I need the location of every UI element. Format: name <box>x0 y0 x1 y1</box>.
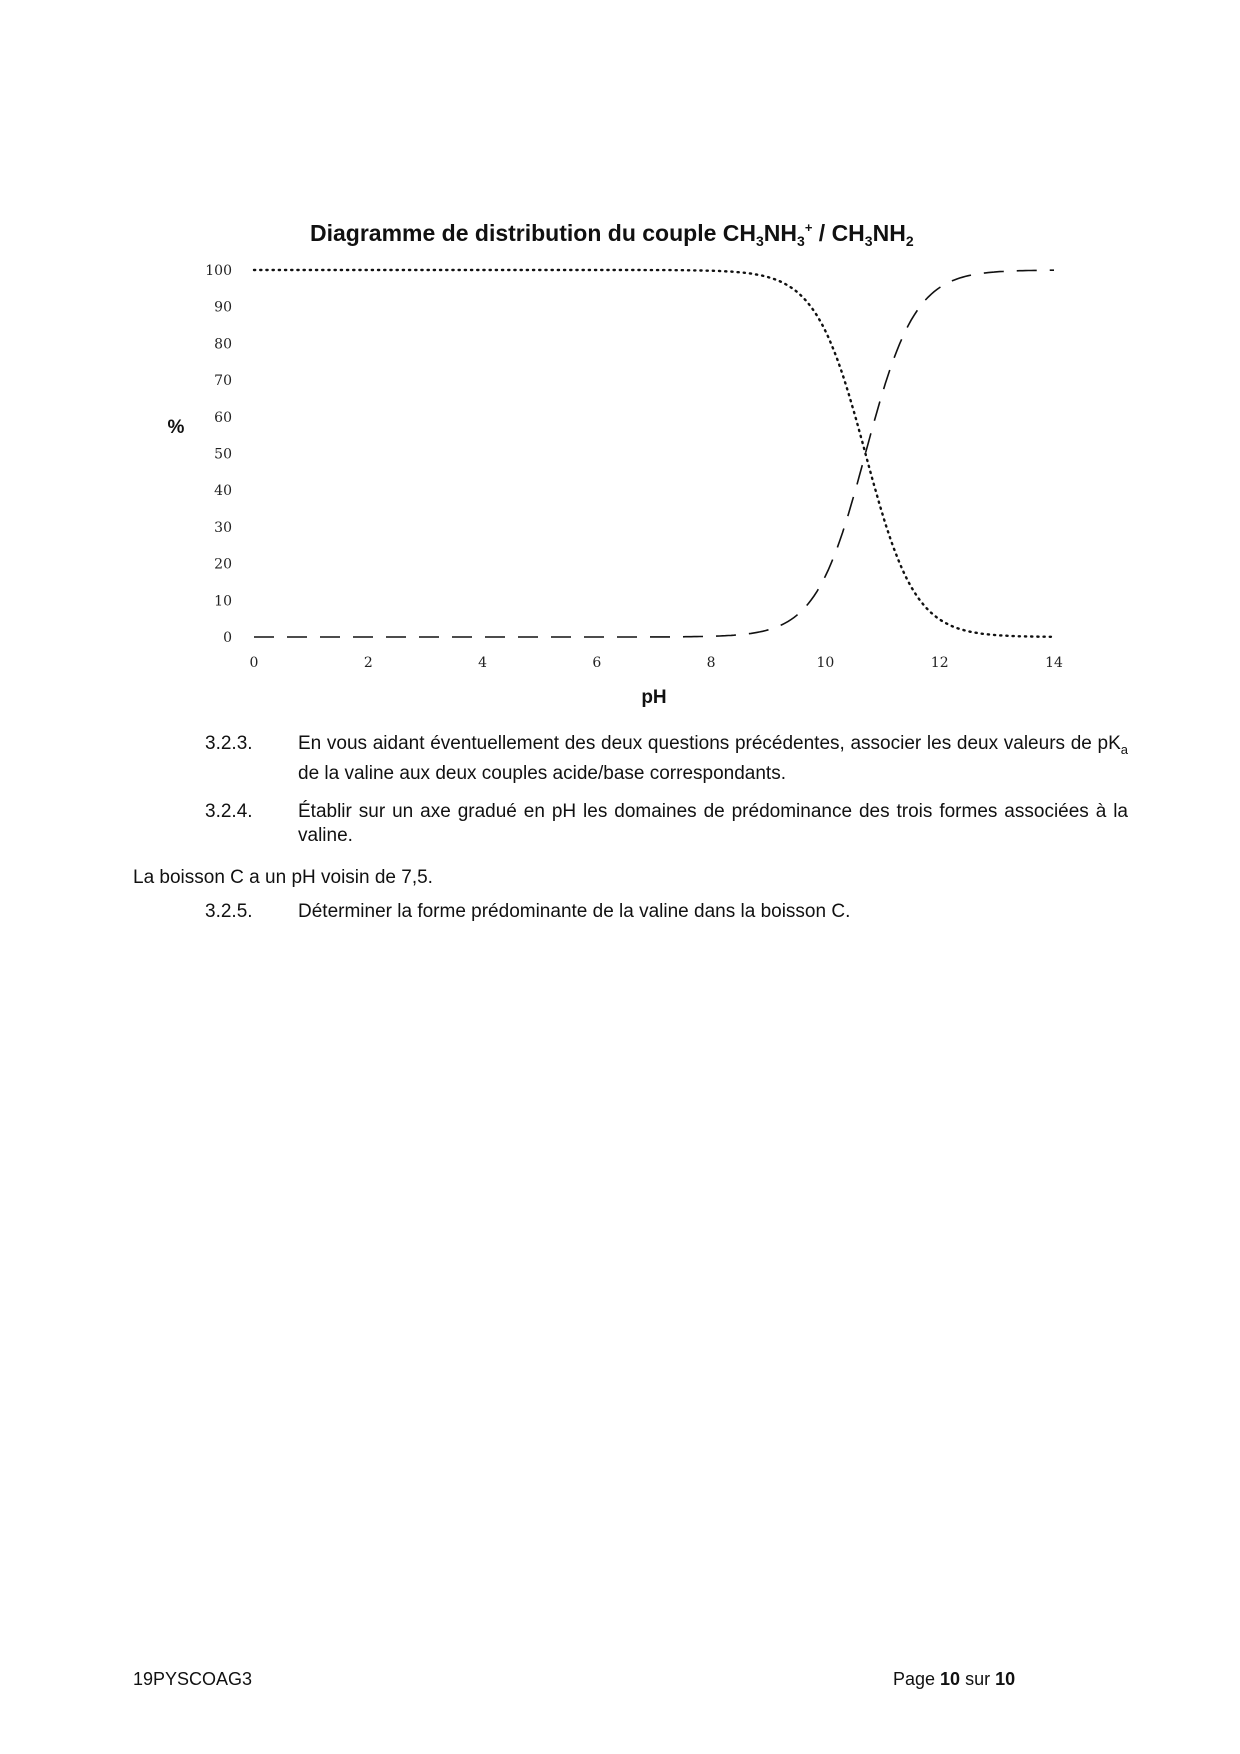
y-tick-label: 0 <box>223 630 232 646</box>
x-tick-label: 0 <box>249 655 259 671</box>
y-tick-label: 80 <box>214 336 232 353</box>
base-data-point <box>842 513 844 515</box>
base-data-point <box>922 302 924 304</box>
y-tick-label: 20 <box>214 556 232 573</box>
acid-data-point <box>653 269 655 271</box>
y-tick-label: 40 <box>214 483 232 500</box>
question-3-2-4 <box>205 800 1135 850</box>
y-tick-label: 70 <box>214 373 232 390</box>
question-text: En vous aidant éventuellement des deux questions précédentes, associer les deux valeurs de $pK_a$ de la valine aux deux couples acide/base correspondants. <box>298 733 1128 784</box>
chart-title-part: 3 <box>864 233 873 249</box>
x-tick-label: 14 <box>1045 655 1063 671</box>
base-data-point <box>853 494 855 496</box>
x-axis-label: pH <box>641 687 667 708</box>
series-line-acid <box>254 270 1054 637</box>
y-tick-label: 10 <box>214 593 232 610</box>
y-tick-label: 100 <box>205 263 232 279</box>
chart-title-part: NH <box>763 220 798 246</box>
acid-data-point <box>842 392 844 394</box>
x-tick-label: 2 <box>363 655 373 671</box>
y-tick-label: 90 <box>214 299 232 316</box>
chart-title-prefix: Diagramme de distribution du couple CH <box>310 220 756 246</box>
series-line-base <box>254 270 1054 637</box>
chart-title-part: 2 <box>905 233 914 249</box>
pka-subscript: a <box>1120 741 1128 757</box>
x-tick-label: 12 <box>930 655 949 671</box>
footer-code: 19PYSCOAG3 <box>133 1669 253 1689</box>
question-number: 3.2.4. <box>205 801 253 822</box>
chart-title-part: 3 <box>755 233 764 249</box>
question-number: 3.2.5. <box>205 901 253 922</box>
question-3-2-3 <box>205 732 1135 782</box>
base-data-point <box>739 634 741 636</box>
footer-page-number: Page 10 sur 10 <box>893 1669 1016 1689</box>
y-tick-label: 50 <box>214 446 232 463</box>
x-tick-label: 10 <box>816 655 835 671</box>
question-3-2-5 <box>205 900 1135 926</box>
question-text: Déterminer la forme prédominante de la valine dans la boisson C. <box>298 901 851 922</box>
x-tick-label: 8 <box>706 655 716 671</box>
chart-title-part: 3 <box>797 233 805 249</box>
y-axis-label: % <box>167 417 185 438</box>
chart-title-part: / CH <box>812 220 865 246</box>
chart-title-part: NH <box>872 220 906 246</box>
base-data-point <box>904 330 906 332</box>
question-number: 3.2.3. <box>205 733 253 754</box>
y-tick-label: 30 <box>214 519 232 536</box>
base-data-point <box>710 635 712 637</box>
y-tick-label: 60 <box>214 409 232 426</box>
question-text: Établir sur un axe gradué en pH les domaines de prédominance des trois formes associées à la valine. <box>298 801 1128 846</box>
x-tick-label: 4 <box>478 655 488 671</box>
acid-data-point <box>1053 636 1055 638</box>
chart-title-part: + <box>804 220 813 235</box>
statement-boisson-c: La boisson C a un pH voisin de 7,5. <box>133 867 433 888</box>
x-tick-label: 6 <box>592 655 602 671</box>
distribution-chart <box>0 0 1240 720</box>
